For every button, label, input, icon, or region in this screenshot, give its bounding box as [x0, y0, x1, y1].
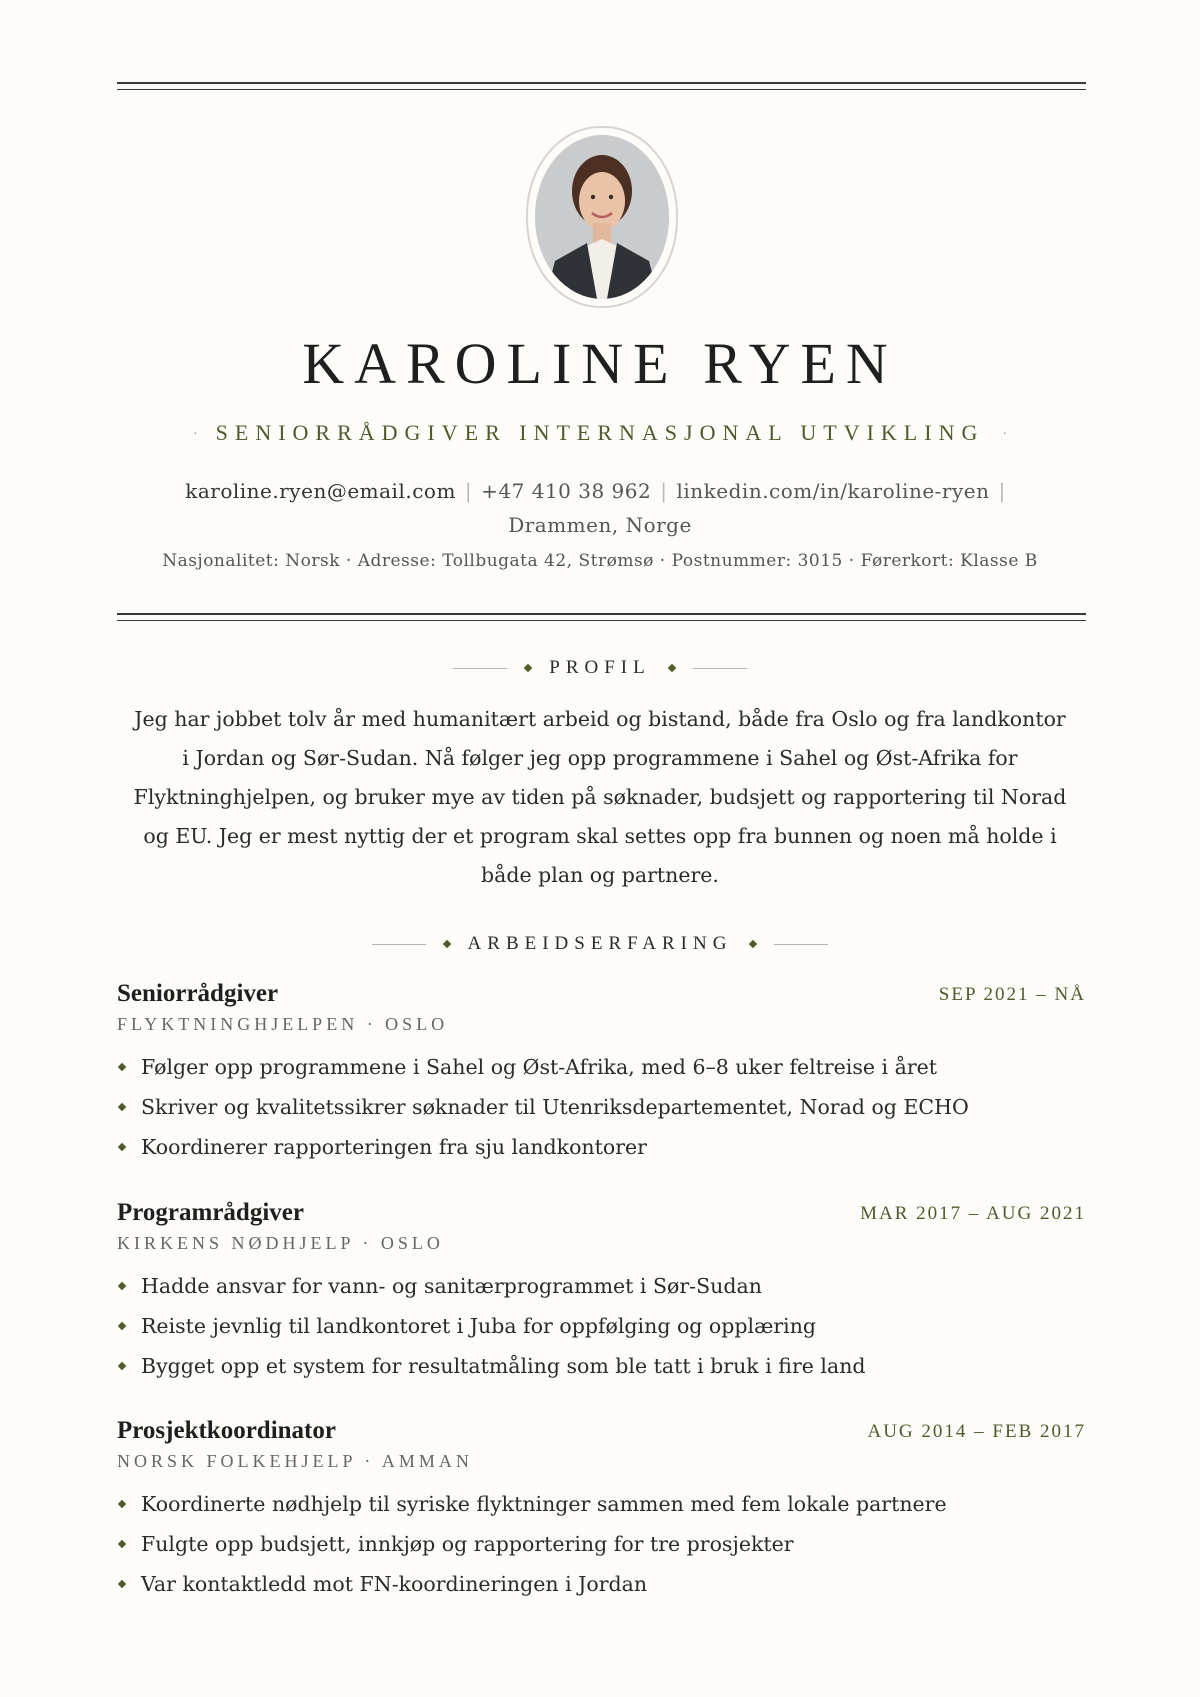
diamond-icon	[524, 664, 532, 672]
diamond-bullet-icon	[118, 1282, 126, 1290]
heading-line-right	[693, 668, 747, 669]
job-organization: NORSK FOLKEHJELP · AMMAN	[117, 1451, 473, 1471]
diamond-bullet-icon	[118, 1580, 126, 1588]
bullet-text: Hadde ansvar for vann- og sanitærprogrammet i Sør-Sudan	[141, 1274, 762, 1298]
role-text: SENIORRÅDGIVER INTERNASJONAL UTVIKLING	[215, 420, 985, 445]
bullet-item	[117, 1047, 1086, 1087]
diamond-bullet-icon	[118, 1063, 126, 1071]
linkedin-link[interactable]: linkedin.com/in/karoline-ryen	[676, 479, 990, 503]
email-link[interactable]: karoline.ryen@email.com	[185, 479, 456, 503]
top-divider	[117, 82, 1086, 90]
job-entry	[117, 1417, 1086, 1604]
bullet-item	[117, 1484, 1086, 1524]
diamond-icon	[749, 940, 757, 948]
section-title: ARBEIDSERFARING	[467, 933, 733, 954]
bullet-item	[117, 1127, 1086, 1167]
job-title: Seniorrådgiver	[117, 980, 279, 1007]
experience-heading	[0, 933, 1200, 955]
bullet-item	[117, 1306, 1086, 1346]
diamond-bullet-icon	[118, 1322, 126, 1330]
heading-line-left	[372, 944, 426, 945]
diamond-bullet-icon	[118, 1103, 126, 1111]
bullet-text: Var kontaktledd mot FN-koordineringen i Jordan	[141, 1572, 648, 1596]
job-dates: MAR 2017 – AUG 2021	[860, 1203, 1086, 1224]
separator: |	[998, 479, 1006, 503]
bullet-item	[117, 1564, 1086, 1604]
contact-line	[170, 474, 1030, 542]
separator: |	[660, 479, 668, 503]
profile-text: Jeg har jobbet tolv år med humanitært arbeid og bistand, både fra Oslo og fra landkontor i Jordan og Sør-Sudan. Nå følger jeg opp programmene i Sahel og Øst-Afrika for Flyktninghjelpen, og bruker mye av tiden på søknader, budsjett og rapportering til Norad og EU. Jeg er mest nyttig der et program skal settes opp fra bunnen og noen må holde i både plan og partnere.	[133, 707, 1067, 887]
job-role-subtitle	[0, 420, 1200, 446]
job-entry	[117, 980, 1086, 1167]
bullet-item	[117, 1266, 1086, 1306]
bullet-text: Fulgte opp budsjett, innkjøp og rapportering for tre prosjekter	[141, 1532, 794, 1556]
personal-details: Nasjonalitet: Norsk · Adresse: Tollbugata 42, Strømsø · Postnummer: 3015 · Førerkort: Klasse B	[162, 551, 1038, 571]
bullet-text: Koordinerte nødhjelp til syriske flyktninger sammen med fem lokale partnere	[141, 1492, 947, 1516]
job-entry	[117, 1199, 1086, 1386]
bullet-item	[117, 1346, 1086, 1386]
portrait-frame	[526, 126, 678, 308]
heading-line-left	[453, 668, 507, 669]
separator: |	[464, 479, 473, 503]
bullet-text: Reiste jevnlig til landkontoret i Juba for oppfølging og opplæring	[141, 1314, 817, 1338]
role-dot-right: ·	[1002, 426, 1008, 442]
heading-line-right	[774, 944, 828, 945]
candidate-name: KAROLINE RYEN	[302, 331, 898, 396]
job-bullets	[117, 1484, 1086, 1604]
phone-number[interactable]: +47 410 38 962	[481, 479, 652, 503]
diamond-bullet-icon	[118, 1143, 126, 1151]
bullet-text: Skriver og kvalitetssikrer søknader til Utenriksdepartementet, Norad og ECHO	[141, 1095, 969, 1119]
job-bullets	[117, 1047, 1086, 1167]
job-dates: SEP 2021 – NÅ	[938, 984, 1086, 1005]
job-title: Prosjektkoordinator	[117, 1417, 336, 1444]
bullet-item	[117, 1524, 1086, 1564]
diamond-bullet-icon	[118, 1362, 126, 1370]
job-dates: AUG 2014 – FEB 2017	[867, 1421, 1086, 1442]
job-bullets	[117, 1266, 1086, 1386]
bullet-text: Følger opp programmene i Sahel og Øst-Afrika, med 6–8 uker feltreise i året	[141, 1055, 937, 1079]
diamond-bullet-icon	[118, 1500, 126, 1508]
profile-heading	[0, 657, 1200, 679]
diamond-icon	[442, 940, 450, 948]
bullet-text: Bygget opp et system for resultatmåling som ble tatt i bruk i fire land	[141, 1354, 866, 1378]
role-dot-left: ·	[192, 426, 198, 442]
location: Drammen, Norge	[508, 513, 692, 537]
job-title: Programrådgiver	[117, 1199, 304, 1226]
bullet-text: Koordinerer rapporteringen fra sju landkontorer	[141, 1135, 647, 1159]
portrait-photo	[535, 135, 669, 299]
section-title: PROFIL	[549, 657, 651, 678]
job-organization: KIRKENS NØDHJELP · OSLO	[117, 1233, 444, 1253]
diamond-icon	[667, 664, 675, 672]
diamond-bullet-icon	[118, 1540, 126, 1548]
job-organization: FLYKTNINGHJELPEN · OSLO	[117, 1014, 449, 1034]
bullet-item	[117, 1087, 1086, 1127]
header-divider	[117, 613, 1086, 621]
